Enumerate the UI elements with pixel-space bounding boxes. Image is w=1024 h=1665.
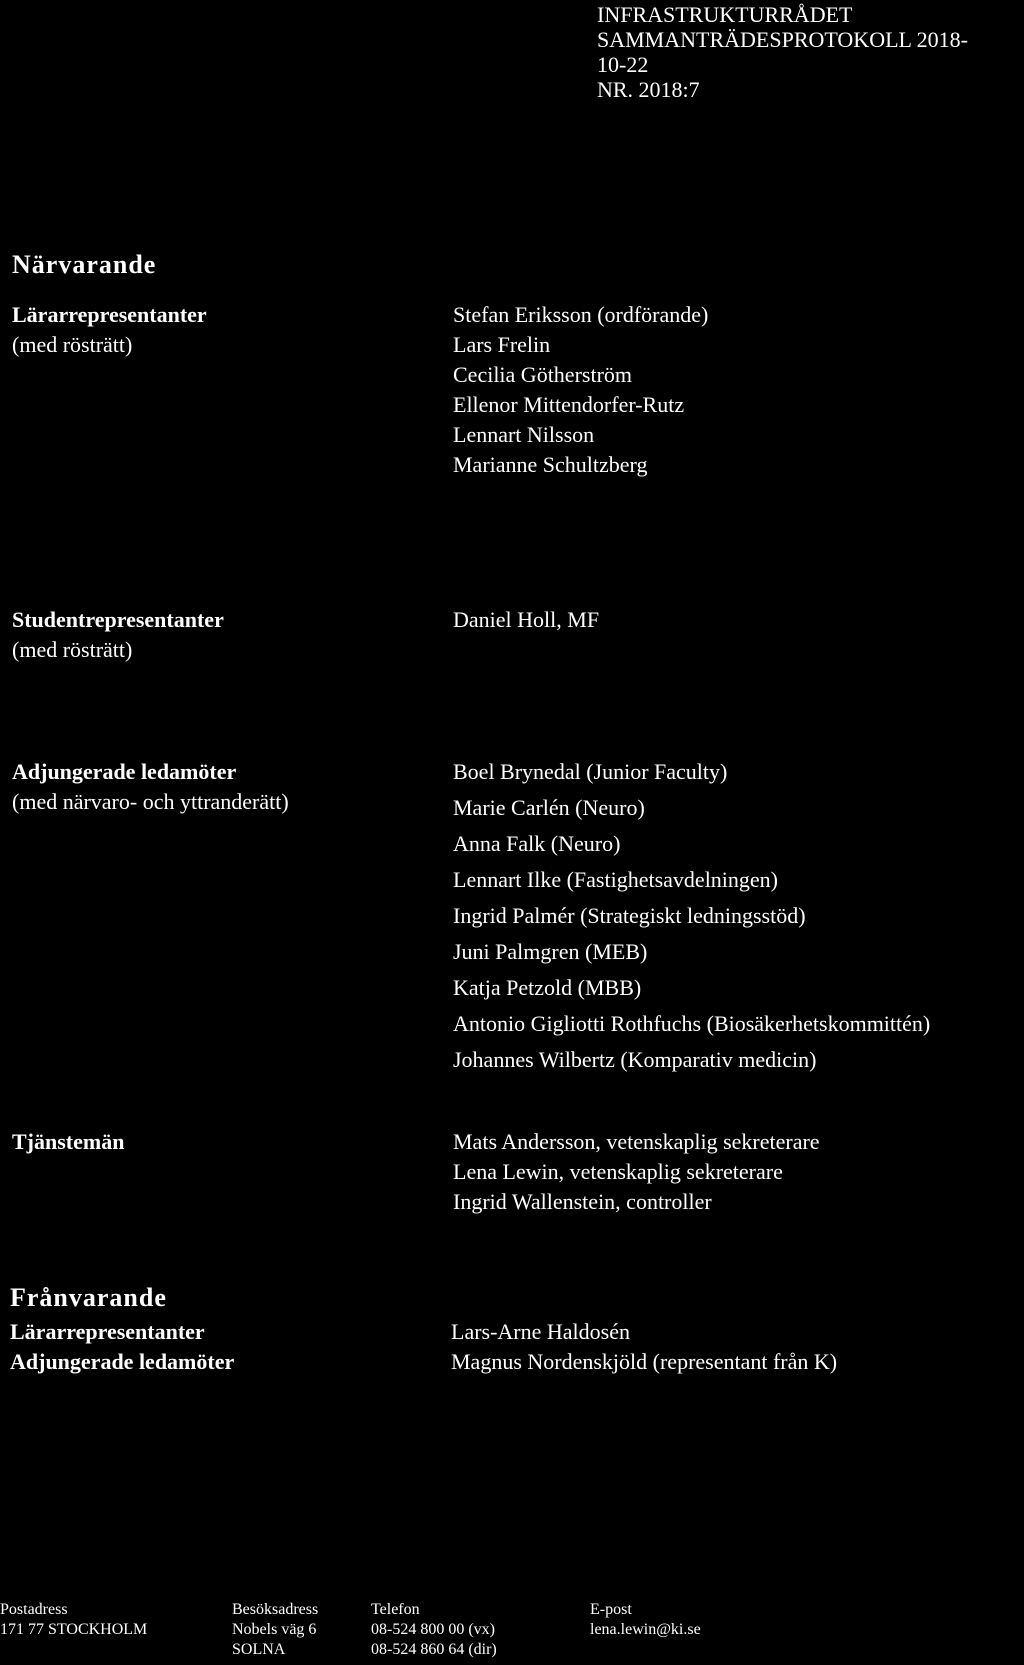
officials-label-block — [12, 1127, 124, 1157]
absent-labels — [10, 1317, 234, 1377]
officials-list — [453, 1127, 820, 1217]
list-item: Cecilia Götherström — [453, 362, 633, 387]
document-header — [597, 2, 968, 102]
footer-value: 08-524 860 64 (dir) — [371, 1641, 497, 1658]
list-item: Mats Andersson, vetenskaplig sekreterare — [453, 1129, 820, 1154]
list-item: Juni Palmgren (MEB) — [453, 939, 648, 964]
footer-email — [590, 1600, 701, 1640]
footer-label: Telefon — [371, 1601, 420, 1618]
list-item: Lars-Arne Haldosén — [451, 1319, 630, 1344]
teachers-label: Lärarrepresentanter — [12, 302, 207, 327]
list-item: Boel Brynedal (Junior Faculty) — [453, 759, 728, 784]
list-item: Magnus Nordenskjöld (representant från K) — [451, 1349, 838, 1374]
list-item: Lars Frelin — [453, 332, 551, 357]
list-item: Lennart Ilke (Fastighetsavdelningen) — [453, 867, 779, 892]
adjunct-sub: (med närvaro- och yttranderätt) — [12, 789, 289, 814]
list-item: Ingrid Wallenstein, controller — [453, 1189, 712, 1214]
protocol-date: 10-22 — [597, 52, 649, 77]
present-title: Närvarande — [12, 250, 157, 279]
footer-value: SOLNA — [232, 1641, 286, 1658]
list-item: Marie Carlén (Neuro) — [453, 795, 645, 820]
list-item: Marianne Schultzberg — [453, 452, 648, 477]
students-label: Studentrepresentanter — [12, 607, 224, 632]
list-item: Antonio Gigliotti Rothfuchs (Biosäkerhetskommittén) — [453, 1011, 931, 1036]
teachers-list — [453, 300, 708, 480]
list-item: Anna Falk (Neuro) — [453, 831, 621, 856]
list-item: Lena Lewin, vetenskaplig sekreterare — [453, 1159, 783, 1184]
footer-postal — [0, 1600, 147, 1640]
council-name: INFRASTRUKTURRÅDET — [597, 2, 853, 27]
protocol-number: NR. 2018:7 — [597, 77, 700, 102]
students-label-block — [12, 605, 224, 665]
list-item: Daniel Holl, MF — [453, 607, 600, 632]
list-item: Ingrid Palmér (Strategiskt ledningsstöd) — [453, 903, 806, 928]
footer-value: 08-524 800 00 (vx) — [371, 1621, 495, 1638]
footer-value: lena.lewin@ki.se — [590, 1621, 701, 1638]
list-item: Johannes Wilbertz (Komparativ medicin) — [453, 1047, 817, 1072]
footer-visit — [232, 1600, 318, 1660]
list-item: Ellenor Mittendorfer-Rutz — [453, 392, 685, 417]
teachers-sub: (med rösträtt) — [12, 332, 133, 357]
students-list — [453, 605, 599, 635]
officials-label: Tjänstemän — [12, 1129, 125, 1154]
teachers-label-block — [12, 300, 207, 360]
list-item: Stefan Eriksson (ordförande) — [453, 302, 709, 327]
list-item: Katja Petzold (MBB) — [453, 975, 642, 1000]
absent-row-label: Lärarrepresentanter — [10, 1319, 205, 1344]
footer-phone — [371, 1600, 497, 1660]
absent-title: Frånvarande — [10, 1283, 167, 1312]
list-item: Lennart Nilsson — [453, 422, 595, 447]
absent-row-label: Adjungerade ledamöter — [10, 1349, 235, 1374]
footer-label: Besöksadress — [232, 1601, 319, 1618]
adjunct-label: Adjungerade ledamöter — [12, 759, 237, 784]
absent-names — [451, 1317, 837, 1377]
adjunct-list — [453, 754, 930, 1078]
footer-value: Nobels väg 6 — [232, 1621, 317, 1638]
students-sub: (med rösträtt) — [12, 637, 133, 662]
footer-label: Postadress — [0, 1601, 68, 1618]
footer-value: 171 77 STOCKHOLM — [0, 1621, 148, 1638]
protocol-title: SAMMANTRÄDESPROTOKOLL 2018- — [597, 27, 968, 52]
adjunct-label-block — [12, 757, 289, 817]
footer-label: E-post — [590, 1601, 632, 1618]
